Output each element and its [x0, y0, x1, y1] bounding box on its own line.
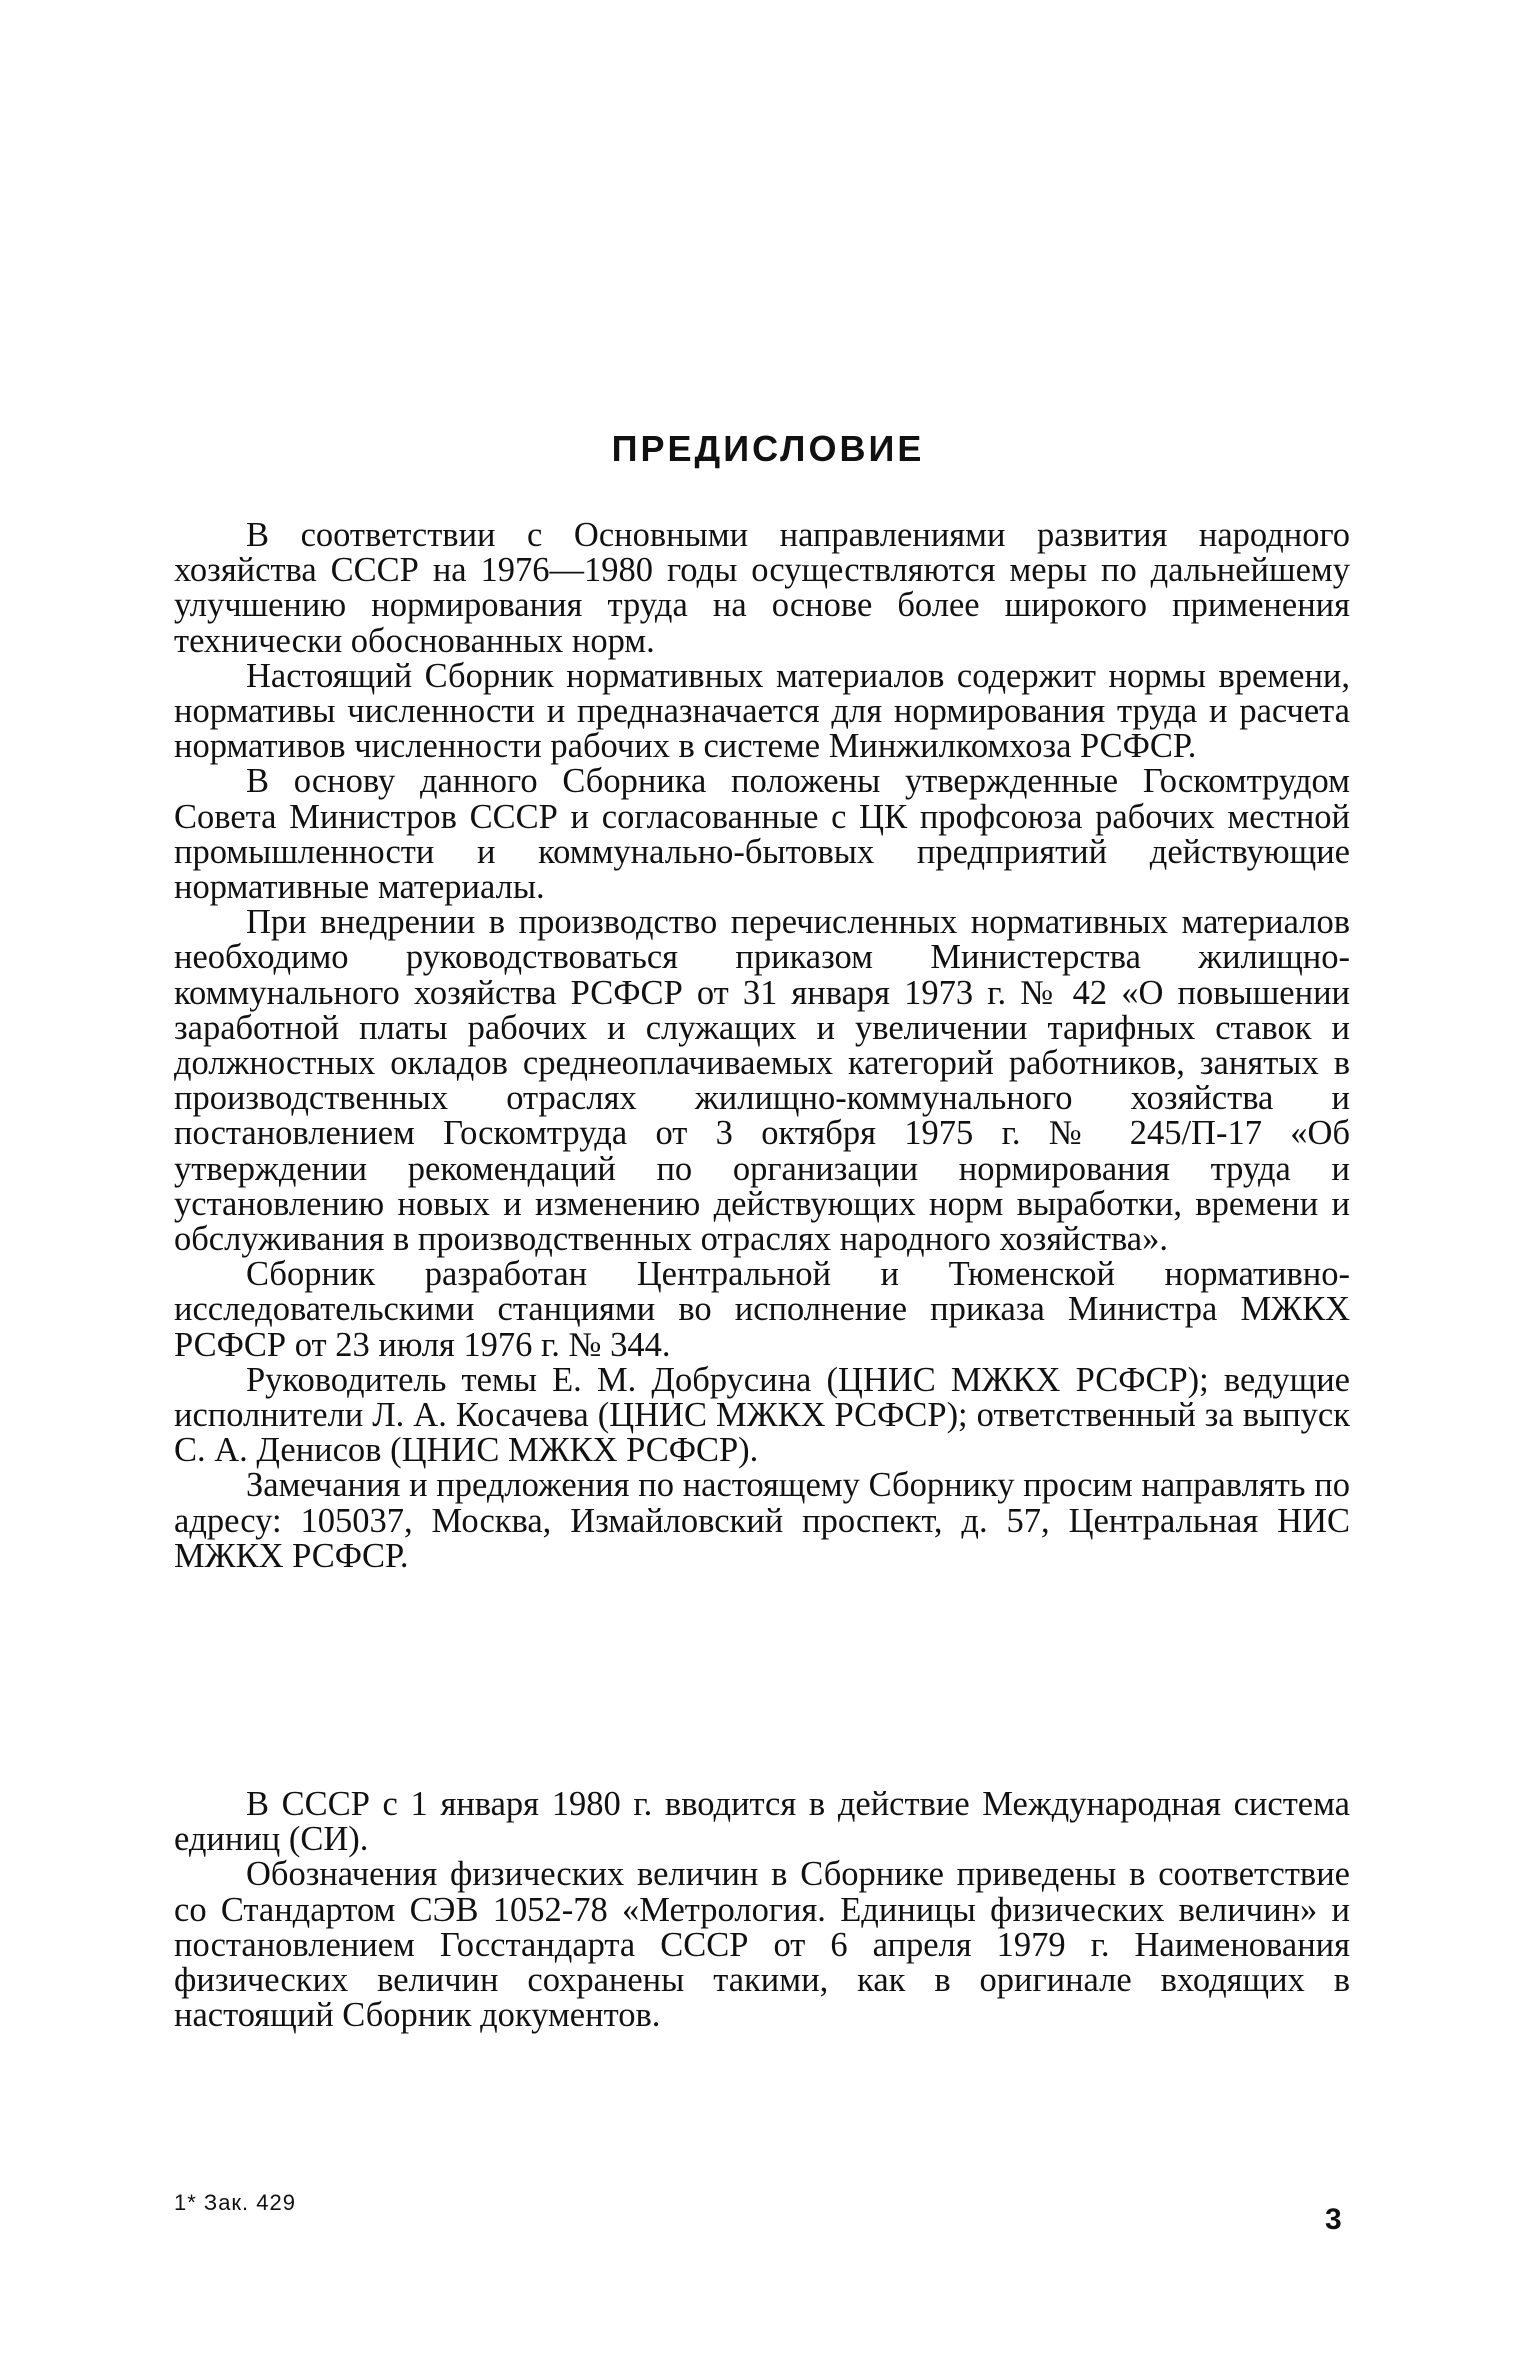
paragraph-implementation: При внедрении в производство перечисленных нормативных материалов необходимо руководствоваться приказом Министерства жилищно-коммунального хозяйства РСФСР от 31 января 1973 г. № 42 «О повышении заработной платы рабочих и служащих и увеличении тарифных ставок и должностных окладов среднеоплачиваемых категорий работников, занятых в производственных отраслях жилищно-коммунального хозяйства и постановлением Госкомтруда от 3 октября 1975 г. № 245/П-17 «Об утверждении рекомендаций по организации нормирования труда и установлению новых и изменению действующих норм выработки, времени и обслуживания в производственных отраслях народного хозяйства».	[174, 903, 1350, 1259]
page-title: ПРЕДИСЛОВИЕ	[611, 428, 925, 469]
paragraph-goals: В соответствии с Основными направлениями развития народного хозяйства СССР на 1976—1980 годы осуществляются меры по дальнейшему улучшению нормирования труда на основе более широкого применения технически обоснованных норм.	[174, 516, 1350, 660]
paragraph-si-introduction: В СССР с 1 января 1980 г. вводится в действие Международная система единиц (СИ).	[174, 1785, 1350, 1859]
paragraph-basis: В основу данного Сборника положены утвержденные Госкомтрудом Совета Министров СССР и согласованные с ЦК профсоюза рабочих местной промышленности и коммунально-бытовых предприятий действующие нормативные материалы.	[174, 762, 1350, 907]
si-units-note	[174, 1787, 1350, 2033]
paragraph-physical-quantities: Обозначения физических величин в Сборнике приведены в соответствие со Стандартом СЭВ 1052-78 «Метрология. Единицы физических величин» и постановлением Госстандарта СССР от 6 апреля 1979 г. Наименования физических величин сохранены такими, как в оригинале входящих в настоящий Сборник документов.	[174, 1855, 1350, 2035]
paragraph-authors: Руководитель темы Е. М. Добрусина (ЦНИС МЖКХ РСФСР); ведущие исполнители Л. А. Косачева (ЦНИС МЖКХ РСФСР); ответственный за выпуск С. А. Денисов (ЦНИС МЖКХ РСФСР).	[174, 1360, 1350, 1470]
paragraph-feedback-address: Замечания и предложения по настоящему Сборнику просим направлять по адресу: 105037, Москва, Измайловский проспект, д. 57, Центральная НИС МЖКХ РСФСР.	[174, 1466, 1350, 1575]
print-order-mark: 1* Зак. 429	[174, 2190, 296, 2215]
paragraph-developers: Сборник разработан Центральной и Тюменской нормативно-исследовательскими станциями во исполнение приказа Министра МЖКХ РСФСР от 23 июля 1976 г. № 344.	[174, 1255, 1350, 1364]
page-number: 3	[1325, 2203, 1342, 2236]
preface-body	[174, 518, 1350, 1574]
paragraph-collection-purpose: Настоящий Сборник нормативных материалов содержит нормы времени, нормативы численности и предназначается для нормирования труда и расчета нормативов численности рабочих в системе Минжилкомхоза РСФСР.	[174, 656, 1350, 766]
